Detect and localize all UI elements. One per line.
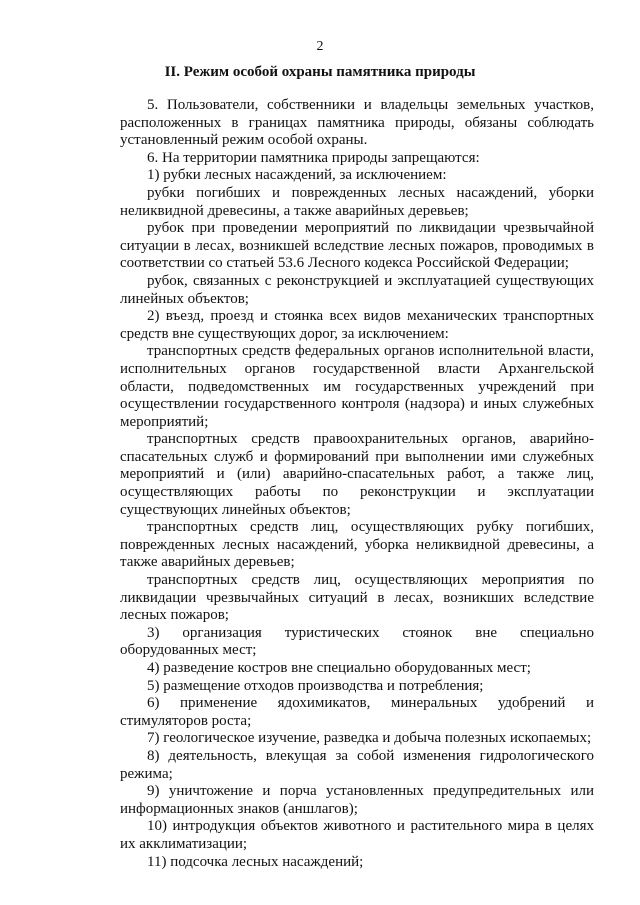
paragraph-item-2: 2) въезд, проезд и стоянка всех видов механических транспортных средств вне существующих дорог, за исключением: [120,308,594,342]
paragraph-item-6: 6) применение ядохимикатов, минеральных удобрений и стимуляторов роста; [120,695,594,729]
paragraph-item-1-exception-c: рубок, связанных с реконструкцией и эксплуатацией существующих линейных объектов; [120,272,594,307]
paragraph-item-9: 9) уничтожение и порча установленных предупредительных или информационных знаков (аншлагов); [120,783,594,817]
paragraph-item-8: 8) деятельность, влекущая за собой изменения гидрологического режима; [120,747,594,782]
paragraph-item-1-exception-a: рубки погибших и поврежденных лесных насаждений, уборки неликвидной древесины, а также аварийных деревьев; [120,184,594,219]
paragraph-item-2-exception-c: транспортных средств лиц, осуществляющих рубку погибших, поврежденных лесных насаждений, уборка неликвидной древесины, а также аварийных деревьев; [120,519,594,571]
page-number: 2 [316,39,324,54]
paragraph-item-2-exception-b: транспортных средств правоохранительных органов, аварийно-спасательных служб и формирований при выполнении ими служебных мероприятий и (или) аварийно-спасательных работ, а также лиц, осуществляющих работы по реконструкции и эксплуатации существующих линейных объектов; [120,431,594,518]
paragraph-item-4: 4) разведение костров вне специально оборудованных мест; [147,660,531,676]
paragraph-item-10: 10) интродукция объектов животного и растительного мира в целях их акклиматизации; [120,818,594,852]
paragraph-item-3: 3) организация туристических стоянок вне специально оборудованных мест; [120,624,594,659]
paragraph-item-5: 5) размещение отходов производства и потребления; [147,677,484,694]
paragraph-item-11: 11) подсочка лесных насаждений; [147,853,364,870]
paragraph-item-7: 7) геологическое изучение, разведка и добыча полезных ископаемых; [147,730,592,747]
paragraph-item-1: 1) рубки лесных насаждений, за исключением: [147,167,447,184]
document-body [120,97,594,871]
paragraph-item-2-exception-d: транспортных средств лиц, осуществляющих мероприятия по ликвидации чрезвычайных ситуаций в лесах, возникших вследствие лесных пожаров; [120,572,594,624]
paragraph-clause-6: 6. На территории памятника природы запрещаются: [147,149,480,166]
paragraph-item-1-exception-b: рубок при проведении мероприятий по ликвидации чрезвычайной ситуации в лесах, возникшей вследствие лесных пожаров, проводимых в соответствии со статьей 53.6 Лесного кодекса Российской Федерации; [120,220,594,272]
paragraph-clause-5: 5. Пользователи, собственники и владельцы земельных участков, расположенных в границах памятника природы, обязаны соблюдать установленный режим особой охраны. [120,97,594,149]
paragraph-item-2-exception-a: транспортных средств федеральных органов исполнительной власти, исполнительных органов государственной власти Архангельской области, подведомственных им государственных учреждений при осуществлении государственного контроля (надзора) и иных служебных мероприятий; [120,343,594,430]
section-title: II. Режим особой охраны памятника природы [164,64,476,80]
